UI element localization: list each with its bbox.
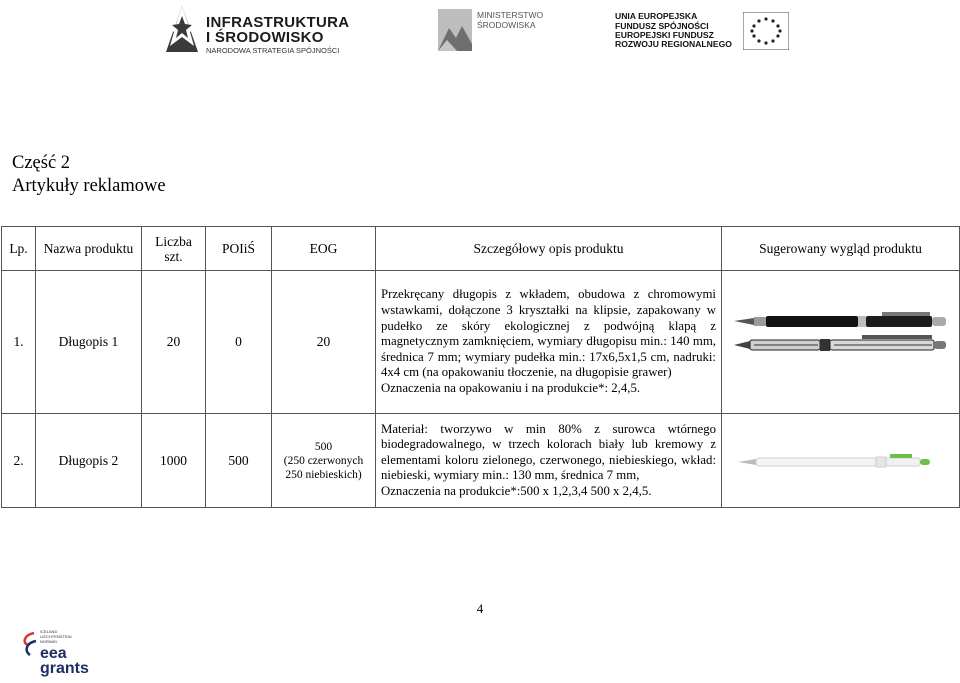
eog-detail: (250 czerwonych 250 niebieskich) [283,454,364,481]
eea-word: eea [40,645,67,662]
cell-lp: 2. [2,414,36,508]
infrastruktura-subtitle: I ŚRODOWISKO [206,29,324,46]
eog-count: 500 [314,440,333,453]
header-qty: Liczba szt. [142,227,206,271]
eu-line1: UNIA EUROPEJSKA [615,11,698,21]
cell-lp: 1. [2,271,36,414]
desc-text: Przekręcany długopis z wkładem, obudowa z chromowymi wstawkami, dołączone 3 kryształki na klipsie, zapakowany w pudełko ze skóry ekologicznej z podwójną klapą z magnetycznym zamknięciem, wymiary długopisu min.: 140 mm, średnica 7 mm; wymiary pudełka min.: 17x6,5x1,5 cm, nadruki: 4x4 cm (na opakowaniu tłoczenie, na długopisie grawer) [381,287,716,380]
table-row [2,271,960,414]
grants-word: grants [40,660,89,677]
black-chrome-pen-image [732,300,950,380]
infrastruktura-star-icon [162,2,202,56]
cell-look [722,414,960,508]
table-row [2,414,960,508]
infrastruktura-title: INFRASTRUKTURA [206,14,350,31]
eu-line2: FUNDUSZ SPÓJNOŚCI [615,21,709,31]
eu-flag-icon [743,12,789,50]
eea-grants-swirl-icon [20,631,38,657]
section-title: Artykuły reklamowe [12,176,166,196]
eog-count: 20 [316,334,331,349]
page-number: 4 [476,601,484,616]
cell-qty: 1000 [142,414,206,508]
eea-wordmark [40,646,89,676]
cell-poiis: 0 [206,271,272,414]
desc-marking: Oznaczenia na produkcie*:500 x 1,2,3,4 500 x 2,4,5. [381,483,652,498]
cell-desc [376,271,722,414]
white-green-pen-image [732,429,950,489]
cell-name: Długopis 2 [36,414,142,508]
logo-bar [0,0,960,60]
header-lp: Lp. [2,227,36,271]
header-poiis: POIiŚ [206,227,272,271]
header-eog: EOG [272,227,376,271]
eu-logo [615,9,790,51]
ministry-logo [437,8,557,54]
cell-name: Długopis 1 [36,271,142,414]
cell-look [722,271,960,414]
eu-line3: EUROPEJSKI FUNDUSZ [615,30,714,40]
infrastruktura-tagline: NARODOWA STRATEGIA SPÓJNOŚCI [206,46,340,55]
cell-poiis: 500 [206,414,272,508]
table-header-row [2,227,960,271]
desc-text: Materiał: tworzywo w min 80% z surowca wtórnego biodegradowalnego, w trzech kolorach biały lub kremowy z elementami koloru zielonego, czerwonego, niebieskiego, wkład: niebieski, wymiary min.: 130 mm, średnica 7 mm, [381,421,716,483]
desc-marking: Oznaczenia na opakowaniu i na produkcie*: 2,4,5. [381,380,641,395]
products-table [1,226,960,508]
section-heading [12,152,166,198]
section-number: Część 2 [12,153,71,173]
eu-line4: ROZWOJU REGIONALNEGO [615,39,732,49]
eea-countries: ICELAND LIECHTENSTEIN NORWAY [40,629,72,644]
ministry-mountain-icon [437,8,473,52]
ministry-line1: MINISTERSTWO [477,10,544,20]
header-desc: Szczegółowy opis produktu [376,227,722,271]
header-look: Sugerowany wygląd produktu [722,227,960,271]
eea-grants-logo [20,629,100,683]
ministry-line2: ŚRODOWISKA [477,20,536,30]
infrastruktura-logo [162,2,350,58]
cell-desc [376,414,722,508]
cell-qty: 20 [142,271,206,414]
cell-eog [272,414,376,508]
cell-eog [272,271,376,414]
header-name: Nazwa produktu [36,227,142,271]
